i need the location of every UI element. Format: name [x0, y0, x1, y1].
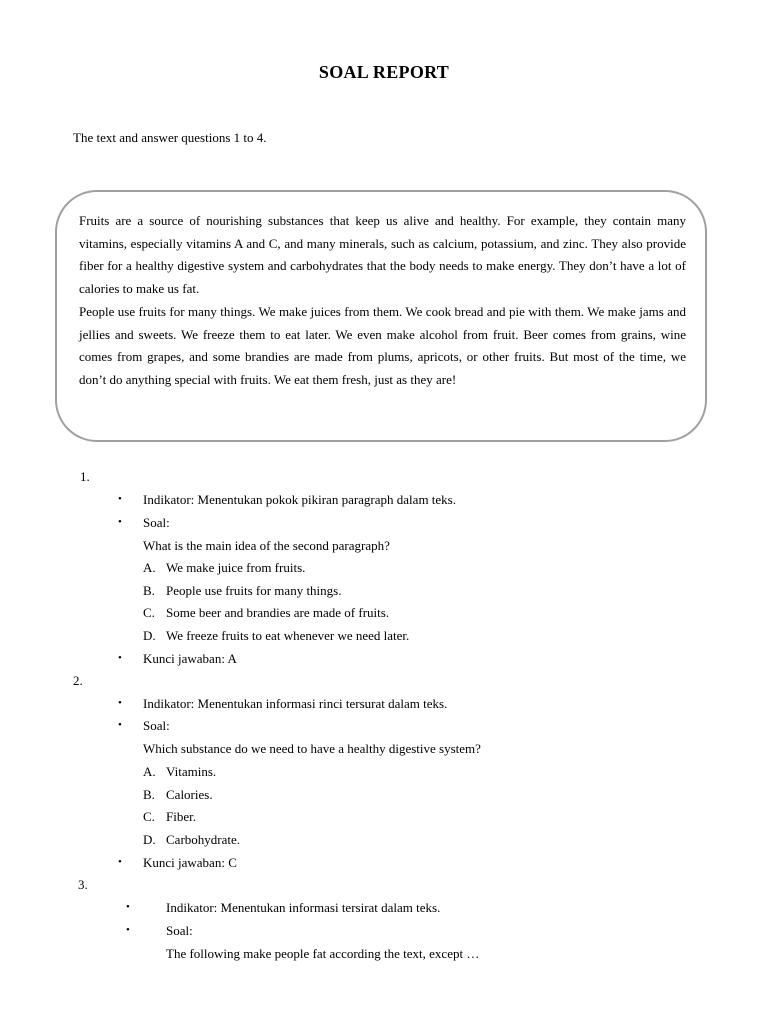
- bullet-icon: •: [126, 924, 130, 936]
- question-number: 3.: [78, 877, 88, 892]
- option-text: We freeze fruits to eat whenever we need later.: [166, 628, 410, 643]
- option-letter: A.: [143, 560, 156, 575]
- option-text: We make juice from fruits.: [166, 560, 306, 575]
- bullet-icon: •: [118, 652, 122, 664]
- bullet-icon: •: [118, 516, 122, 528]
- bullet-icon: •: [118, 697, 122, 709]
- option-text: Vitamins.: [166, 764, 217, 779]
- answer-key: Kunci jawaban: A: [143, 651, 237, 666]
- bullet-icon: •: [126, 901, 130, 913]
- question-text: The following make people fat according the text, except …: [166, 946, 480, 961]
- option-text: Some beer and brandies are made of fruits.: [166, 605, 390, 620]
- question-text: Which substance do we need to have a healthy digestive system?: [143, 741, 481, 756]
- soal-label: Soal:: [143, 515, 170, 530]
- option-letter: C.: [143, 605, 155, 620]
- question-indikator: Indikator: Menentukan informasi rinci tersurat dalam teks.: [143, 696, 448, 711]
- intro-instruction: The text and answer questions 1 to 4.: [73, 130, 267, 145]
- bullet-icon: •: [118, 493, 122, 505]
- option-letter: D.: [143, 628, 156, 643]
- bullet-icon: •: [118, 719, 122, 731]
- option-text: Carbohydrate.: [166, 832, 241, 847]
- question-indikator: Indikator: Menentukan informasi tersirat dalam teks.: [166, 900, 441, 915]
- option-text: Calories.: [166, 787, 213, 802]
- option-letter: D.: [143, 832, 156, 847]
- soal-label: Soal:: [143, 718, 170, 733]
- question-number: 2.: [73, 673, 83, 688]
- bullet-icon: •: [118, 856, 122, 868]
- question-indikator: Indikator: Menentukan pokok pikiran paragraph dalam teks.: [143, 492, 456, 507]
- passage-paragraph-2: People use fruits for many things. We make juices from them. We cook bread and pie with them. We make jams and jellies and sweets. We freeze them to eat later. We even make alcohol from fruit. Beer comes from grains, wine comes from grapes, and some brandies are made from plums, apricots, or other fruits. But most of the time, we don’t do anything special with fruits. We eat them fresh, just as they are!: [79, 303, 686, 387]
- option-letter: B.: [143, 787, 155, 802]
- passage-paragraph-1: Fruits are a source of nourishing substances that keep us alive and healthy. For example, they contain many vitamins, especially vitamins A and C, and many minerals, such as calcium, potassium, and zinc. They also provide fiber for a healthy digestive system and carbohydrates that the body needs to make energy. They don’t have a lot of calories to make us fat.: [79, 213, 686, 297]
- answer-key: Kunci jawaban: C: [143, 855, 237, 870]
- option-letter: C.: [143, 809, 155, 824]
- option-letter: B.: [143, 583, 155, 598]
- question-text: What is the main idea of the second paragraph?: [143, 538, 390, 553]
- question-number: 1.: [80, 469, 90, 484]
- page-title: SOAL REPORT: [318, 62, 450, 82]
- reading-passage: [79, 210, 686, 392]
- soal-label: Soal:: [166, 923, 193, 938]
- option-text: Fiber.: [166, 809, 196, 824]
- option-text: People use fruits for many things.: [166, 583, 342, 598]
- option-letter: A.: [143, 764, 156, 779]
